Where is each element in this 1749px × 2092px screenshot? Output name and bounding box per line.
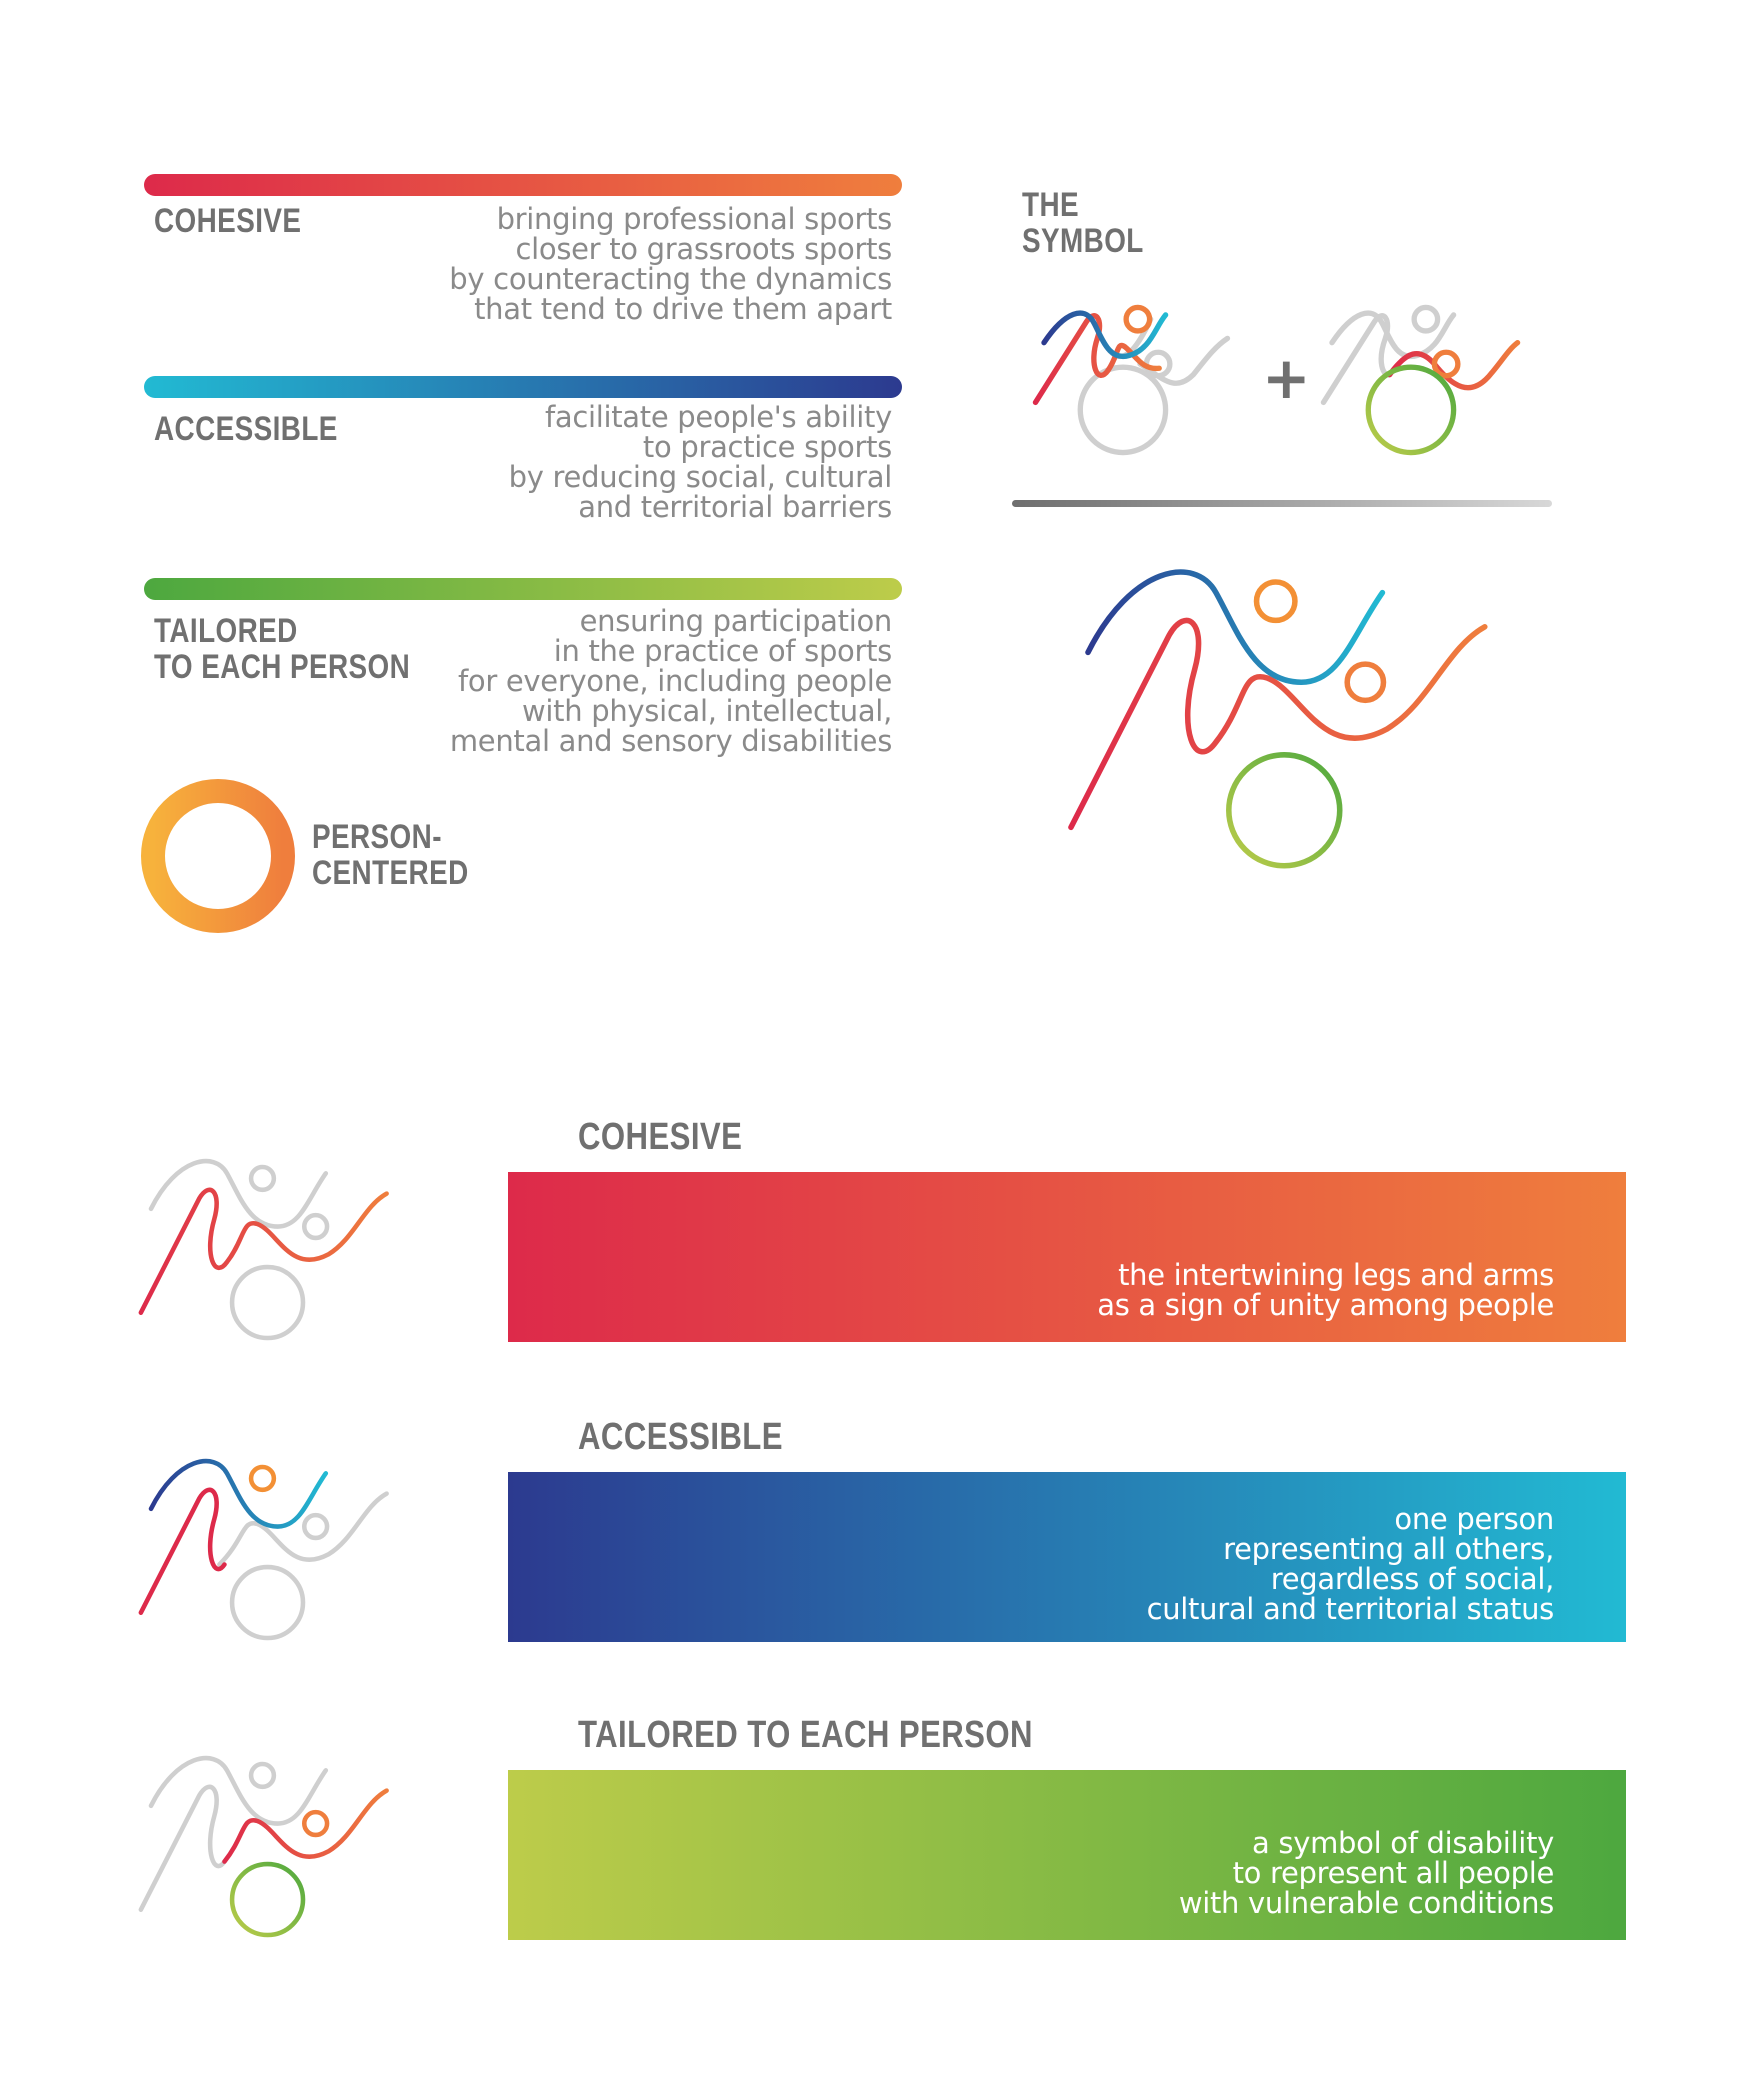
symbol-part-a-icon (1030, 300, 1250, 460)
text-line: facilitate people's ability (544, 400, 892, 434)
meaning-heading-accessible: ACCESSIBLE (578, 1416, 783, 1458)
text-line: in the practice of sports (553, 634, 892, 668)
cohesive-band-text (1097, 1260, 1554, 1320)
tailored-symbol-icon (130, 1745, 400, 1935)
cohesive-symbol-icon (130, 1148, 400, 1338)
tailored-description (332, 606, 892, 756)
tailored-bar (144, 578, 902, 600)
text-line: ensuring participation (579, 604, 892, 638)
text-line: for everyone, including people (457, 664, 892, 698)
accessible-symbol-icon (130, 1448, 400, 1638)
accessible-band (508, 1472, 1626, 1642)
heading-line: PERSON- (312, 818, 442, 856)
text-line: by counteracting the dynamics (449, 262, 892, 296)
text-line: one person (1394, 1502, 1554, 1536)
symbol-full-icon (1060, 550, 1500, 870)
heading-line: TO EACH PERSON (154, 647, 411, 686)
cohesive-description (372, 204, 892, 324)
symbol-title (1022, 188, 1144, 259)
text-line: and territorial barriers (578, 490, 892, 524)
accessible-band-text (1147, 1504, 1554, 1624)
cohesive-bar (144, 174, 902, 196)
accessible-heading: ACCESSIBLE (154, 410, 338, 448)
symbol-part-b-icon (1318, 300, 1538, 460)
heading-line: SYMBOL (1022, 221, 1144, 260)
text-line: bringing professional sports (496, 202, 892, 236)
heading-line: THE (1022, 186, 1079, 224)
text-line: to represent all people (1232, 1856, 1554, 1890)
tailored-band-text (1179, 1828, 1554, 1918)
cohesive-heading: COHESIVE (154, 202, 302, 240)
heading-line: CENTERED (312, 853, 469, 892)
plus-sign: + (1262, 344, 1311, 412)
text-line: mental and sensory disabilities (449, 724, 892, 758)
text-line: a symbol of disability (1252, 1826, 1554, 1860)
text-line: as a sign of unity among people (1097, 1288, 1554, 1322)
accessible-description (372, 402, 892, 522)
tailored-band (508, 1770, 1626, 1940)
cohesive-band (508, 1172, 1626, 1342)
meaning-heading-cohesive: COHESIVE (578, 1116, 743, 1158)
text-line: the intertwining legs and arms (1118, 1258, 1554, 1292)
text-line: by reducing social, cultural (508, 460, 892, 494)
meaning-heading-tailored: TAILORED TO EACH PERSON (578, 1714, 1033, 1756)
symbol-divider (1012, 500, 1552, 507)
text-line: with vulnerable conditions (1178, 1886, 1554, 1920)
text-line: with physical, intellectual, (521, 694, 892, 728)
text-line: that tend to drive them apart (474, 292, 892, 326)
heading-line: TAILORED (154, 612, 298, 650)
text-line: representing all others, (1223, 1532, 1554, 1566)
person-centered-ring-icon (140, 778, 296, 934)
text-line: cultural and territorial status (1146, 1592, 1554, 1626)
text-line: closer to grassroots sports (515, 232, 892, 266)
text-line: regardless of social, (1270, 1562, 1554, 1596)
text-line: to practice sports (642, 430, 892, 464)
accessible-bar (144, 376, 902, 398)
person-centered-label (312, 820, 469, 891)
